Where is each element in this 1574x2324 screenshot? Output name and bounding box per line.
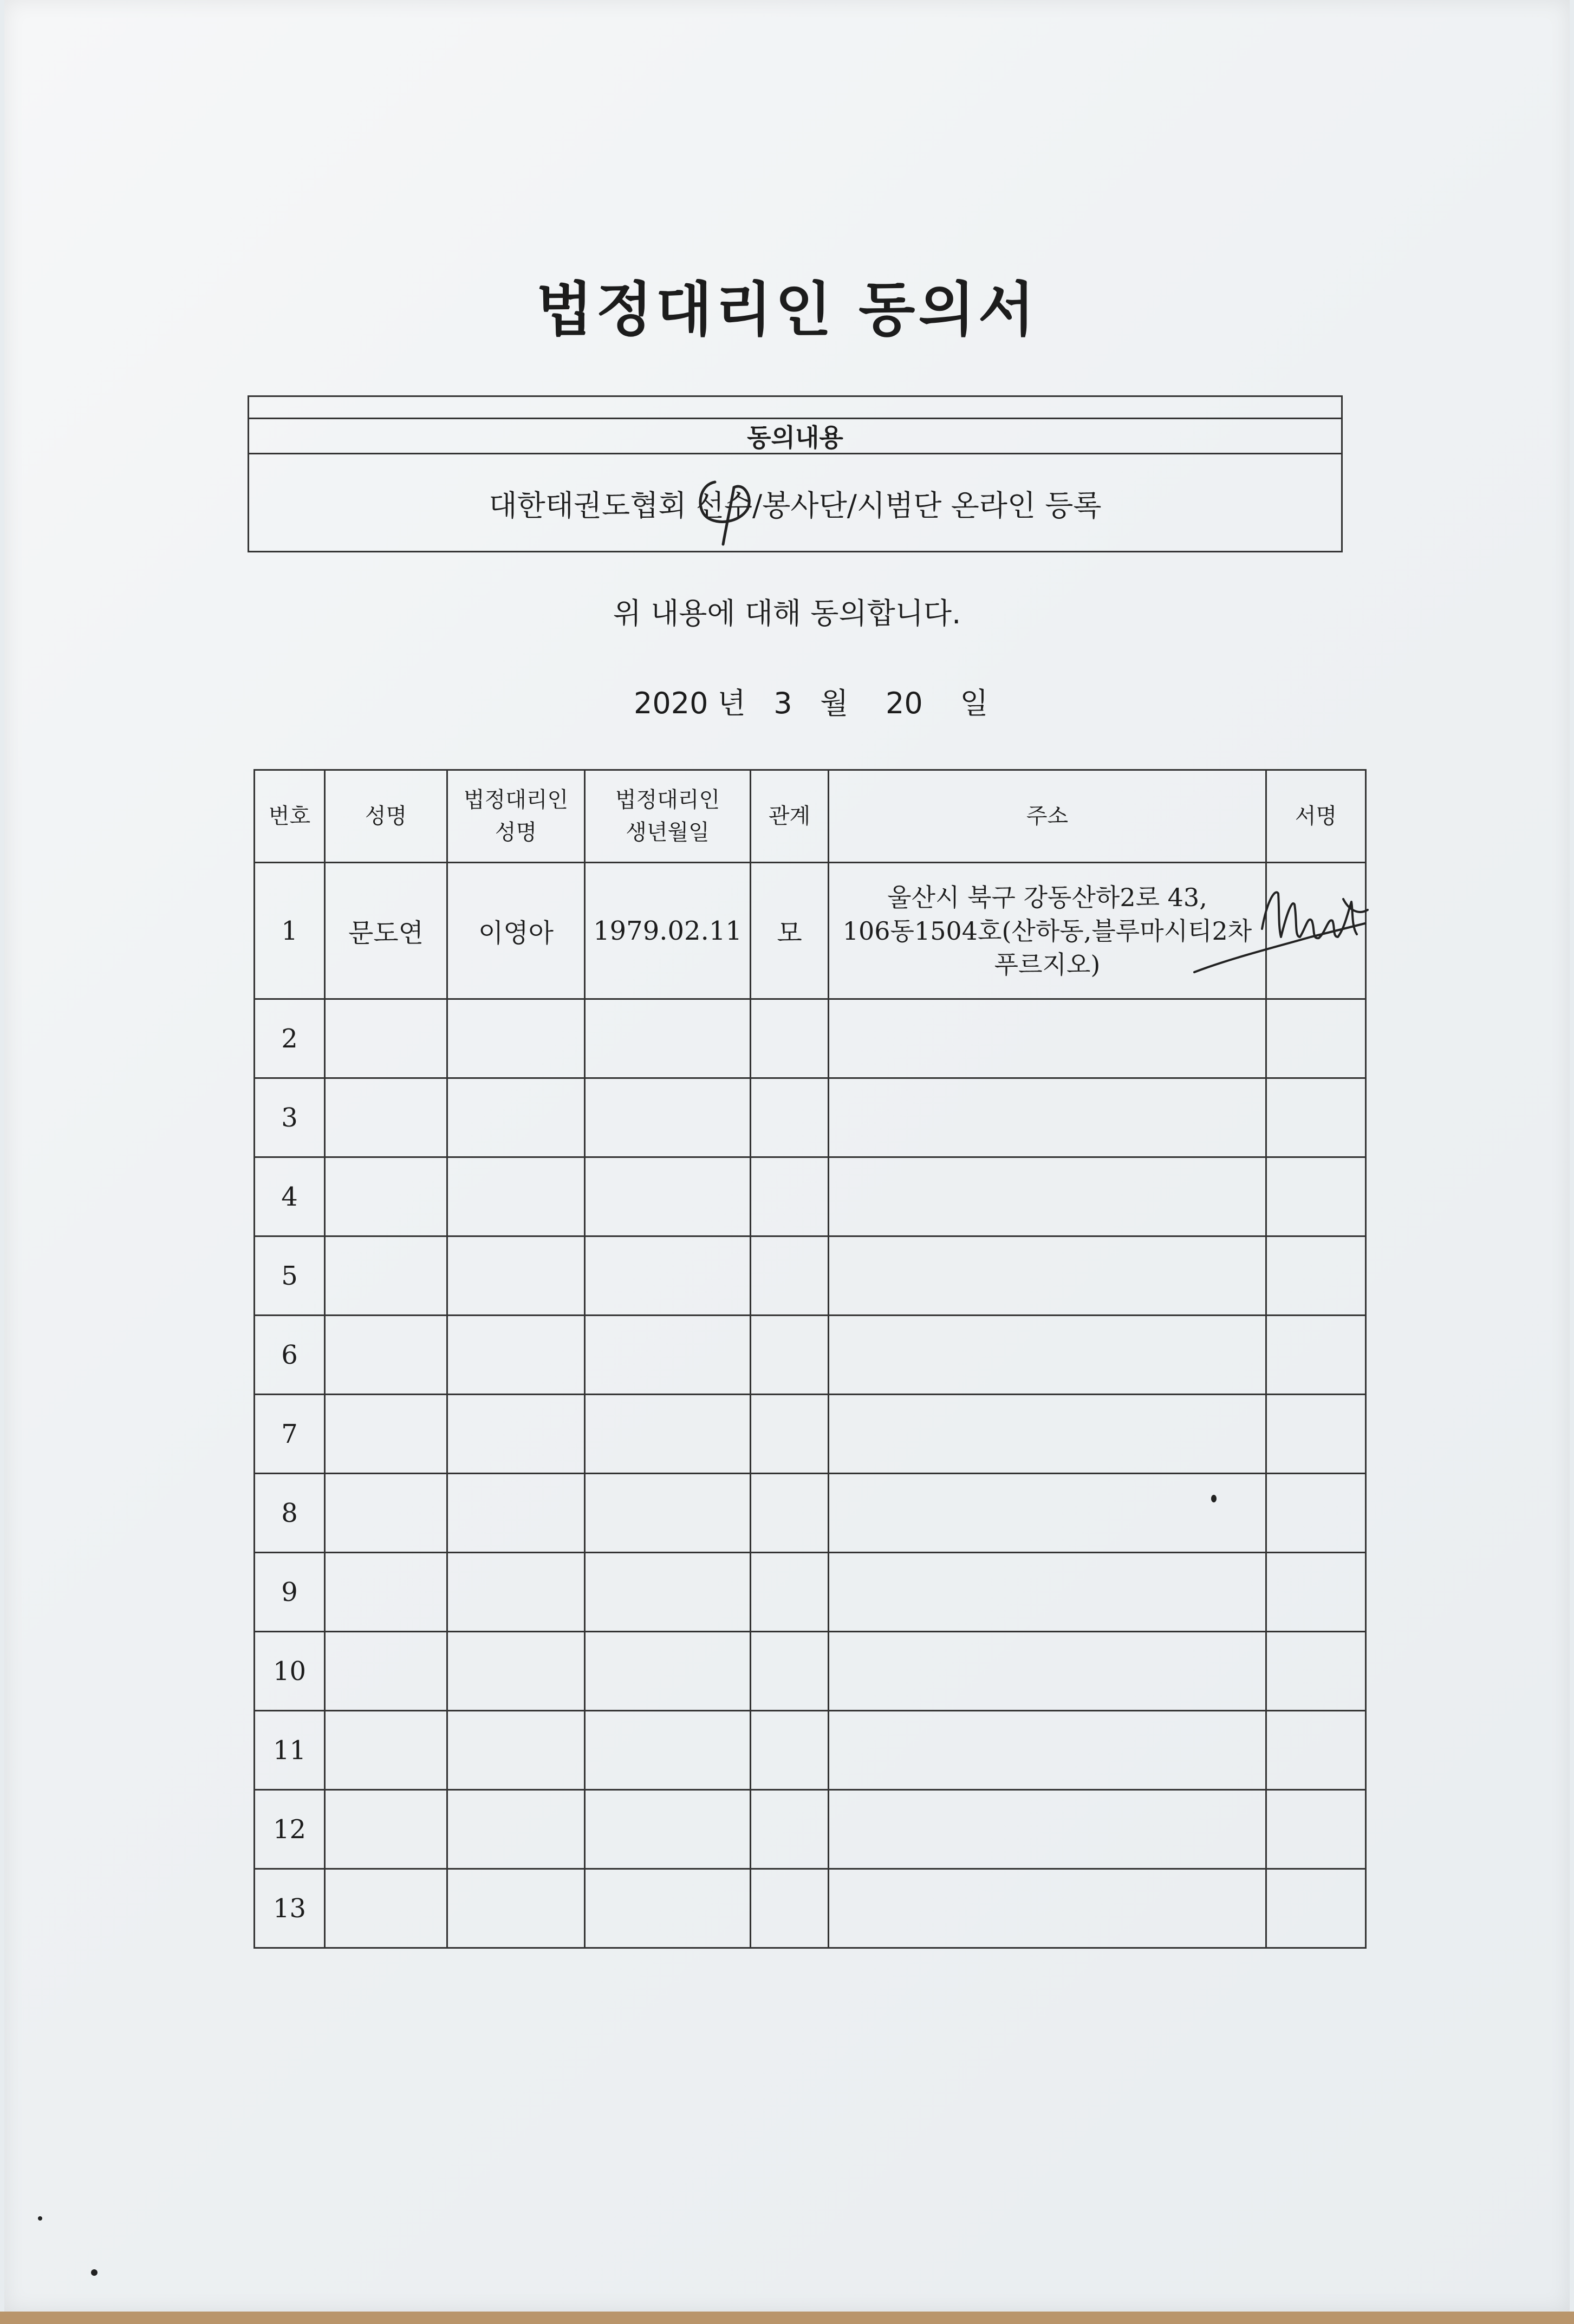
row-name bbox=[325, 1632, 447, 1711]
row-name bbox=[325, 1236, 447, 1316]
date-month-unit: 월 bbox=[820, 686, 849, 720]
table-row bbox=[255, 1790, 1366, 1869]
document-title: 법정대리인 동의서 bbox=[536, 276, 1038, 344]
row-address bbox=[829, 1078, 1266, 1157]
row-guardian-name bbox=[447, 1711, 585, 1790]
header-guardian-name-line1: 법정대리인 bbox=[463, 787, 569, 812]
row-number: 4 bbox=[255, 1157, 325, 1236]
row-number: 1 bbox=[255, 863, 325, 999]
row-guardian-birth bbox=[585, 1236, 751, 1316]
row-guardian-birth bbox=[585, 1157, 751, 1236]
header-guardian-birth bbox=[585, 770, 751, 863]
row-name bbox=[325, 1474, 447, 1553]
paper-speck bbox=[91, 2269, 97, 2276]
row-address bbox=[829, 1711, 1266, 1790]
row-name bbox=[325, 1157, 447, 1236]
table-row bbox=[255, 1395, 1366, 1474]
date-day: 20 bbox=[885, 686, 923, 720]
row-number: 3 bbox=[255, 1078, 325, 1157]
row-guardian-name: 이영아 bbox=[447, 863, 585, 999]
row-address-line3: 푸르지오) bbox=[994, 949, 1101, 979]
paper-speck bbox=[1211, 1495, 1217, 1502]
row-address-line2: 106동1504호(산하동,블루마시티2차 bbox=[842, 916, 1252, 946]
table-header-row bbox=[255, 770, 1366, 863]
row-relation bbox=[751, 1474, 829, 1553]
row-signature-cell bbox=[1266, 1711, 1366, 1790]
row-name bbox=[325, 1790, 447, 1869]
row-guardian-birth bbox=[585, 1790, 751, 1869]
row-guardian-name bbox=[447, 1869, 585, 1948]
handwritten-signature bbox=[1186, 877, 1370, 986]
table-row bbox=[255, 1078, 1366, 1157]
row-relation bbox=[751, 1236, 829, 1316]
header-guardian-name-line2: 성명 bbox=[495, 820, 537, 845]
row-guardian-birth bbox=[585, 1474, 751, 1553]
row-guardian-birth: 1979.02.11 bbox=[585, 863, 751, 999]
date-line bbox=[634, 680, 988, 722]
row-guardian-name bbox=[447, 1157, 585, 1236]
row-address bbox=[829, 1395, 1266, 1474]
row-signature-cell bbox=[1266, 1474, 1366, 1553]
row-guardian-name bbox=[447, 1236, 585, 1316]
row-relation bbox=[751, 1316, 829, 1395]
table-row bbox=[255, 1316, 1366, 1395]
row-guardian-name bbox=[447, 999, 585, 1078]
consent-text: 대한태권도협회 선수/봉사단/시범단 온라인 등록 bbox=[489, 489, 1102, 523]
row-guardian-birth bbox=[585, 1078, 751, 1157]
date-year-unit: 년 bbox=[717, 686, 746, 720]
row-guardian-birth bbox=[585, 1632, 751, 1711]
row-name bbox=[325, 1395, 447, 1474]
header-guardian-birth-line2: 생년월일 bbox=[626, 820, 710, 845]
row-guardian-birth bbox=[585, 1316, 751, 1395]
row-guardian-birth bbox=[585, 1869, 751, 1948]
row-address bbox=[829, 1553, 1266, 1632]
row-guardian-name bbox=[447, 1553, 585, 1632]
row-address bbox=[829, 1474, 1266, 1553]
table-row bbox=[255, 1474, 1366, 1553]
paper-speck bbox=[38, 2216, 42, 2221]
row-guardian-name bbox=[447, 1790, 585, 1869]
row-number: 12 bbox=[255, 1790, 325, 1869]
row-address bbox=[829, 1316, 1266, 1395]
row-name bbox=[325, 999, 447, 1078]
row-number: 10 bbox=[255, 1632, 325, 1711]
circle-check-mark bbox=[693, 471, 764, 547]
row-number: 5 bbox=[255, 1236, 325, 1316]
header-guardian-name bbox=[447, 770, 585, 863]
row-relation bbox=[751, 1553, 829, 1632]
row-relation bbox=[751, 1157, 829, 1236]
row-number: 13 bbox=[255, 1869, 325, 1948]
table-row bbox=[255, 1632, 1366, 1711]
row-signature-cell bbox=[1266, 999, 1366, 1078]
row-name bbox=[325, 1553, 447, 1632]
desk-surface bbox=[0, 2312, 1574, 2324]
row-guardian-name bbox=[447, 1395, 585, 1474]
row-relation bbox=[751, 1869, 829, 1948]
header-signature: 서명 bbox=[1266, 770, 1366, 863]
row-number: 11 bbox=[255, 1711, 325, 1790]
row-relation bbox=[751, 1395, 829, 1474]
row-guardian-birth bbox=[585, 999, 751, 1078]
row-signature-cell bbox=[1266, 1395, 1366, 1474]
date-year: 2020 bbox=[634, 686, 708, 720]
row-relation bbox=[751, 1632, 829, 1711]
date-day-unit: 일 bbox=[960, 686, 988, 720]
row-number: 7 bbox=[255, 1395, 325, 1474]
header-number: 번호 bbox=[255, 770, 325, 863]
header-address: 주소 bbox=[829, 770, 1266, 863]
row-guardian-birth bbox=[585, 1711, 751, 1790]
consent-header: 동의내용 bbox=[249, 418, 1341, 454]
row-address bbox=[829, 1869, 1266, 1948]
row-signature-cell bbox=[1266, 1790, 1366, 1869]
table-row bbox=[255, 1553, 1366, 1632]
row-signature-cell bbox=[1266, 1157, 1366, 1236]
row-guardian-name bbox=[447, 1474, 585, 1553]
agree-statement: 위 내용에 대해 동의합니다. bbox=[613, 596, 961, 630]
row-relation bbox=[751, 999, 829, 1078]
row-signature-cell bbox=[1266, 1869, 1366, 1948]
row-guardian-name bbox=[447, 1632, 585, 1711]
row-name bbox=[325, 1078, 447, 1157]
row-relation bbox=[751, 1078, 829, 1157]
header-relation: 관계 bbox=[751, 770, 829, 863]
header-name: 성명 bbox=[325, 770, 447, 863]
row-relation: 모 bbox=[751, 863, 829, 999]
row-address bbox=[829, 1157, 1266, 1236]
row-guardian-birth bbox=[585, 1553, 751, 1632]
row-address bbox=[829, 1632, 1266, 1711]
row-signature-cell bbox=[1266, 1553, 1366, 1632]
row-signature-cell bbox=[1266, 1632, 1366, 1711]
row-number: 6 bbox=[255, 1316, 325, 1395]
row-relation bbox=[751, 1790, 829, 1869]
row-guardian-name bbox=[447, 1078, 585, 1157]
table-row bbox=[255, 1869, 1366, 1948]
row-number: 9 bbox=[255, 1553, 325, 1632]
row-guardian-name bbox=[447, 1316, 585, 1395]
header-guardian-birth-line1: 법정대리인 bbox=[615, 787, 720, 812]
table-row bbox=[255, 1236, 1366, 1316]
row-number: 2 bbox=[255, 999, 325, 1078]
table-row bbox=[255, 999, 1366, 1078]
row-address bbox=[829, 999, 1266, 1078]
row-name bbox=[325, 1711, 447, 1790]
row-number: 8 bbox=[255, 1474, 325, 1553]
row-address bbox=[829, 1790, 1266, 1869]
row-address bbox=[829, 1236, 1266, 1316]
row-signature-cell bbox=[1266, 1316, 1366, 1395]
table-row bbox=[255, 1157, 1366, 1236]
row-signature-cell bbox=[1266, 1236, 1366, 1316]
row-relation bbox=[751, 1711, 829, 1790]
row-name bbox=[325, 1316, 447, 1395]
row-name: 문도연 bbox=[325, 863, 447, 999]
row-name bbox=[325, 1869, 447, 1948]
row-guardian-birth bbox=[585, 1395, 751, 1474]
consent-box bbox=[248, 395, 1343, 552]
row-address-line1: 울산시 북구 강동산하2로 43, bbox=[887, 882, 1207, 912]
date-month: 3 bbox=[773, 686, 792, 720]
row-signature-cell bbox=[1266, 1078, 1366, 1157]
table-row bbox=[255, 1711, 1366, 1790]
